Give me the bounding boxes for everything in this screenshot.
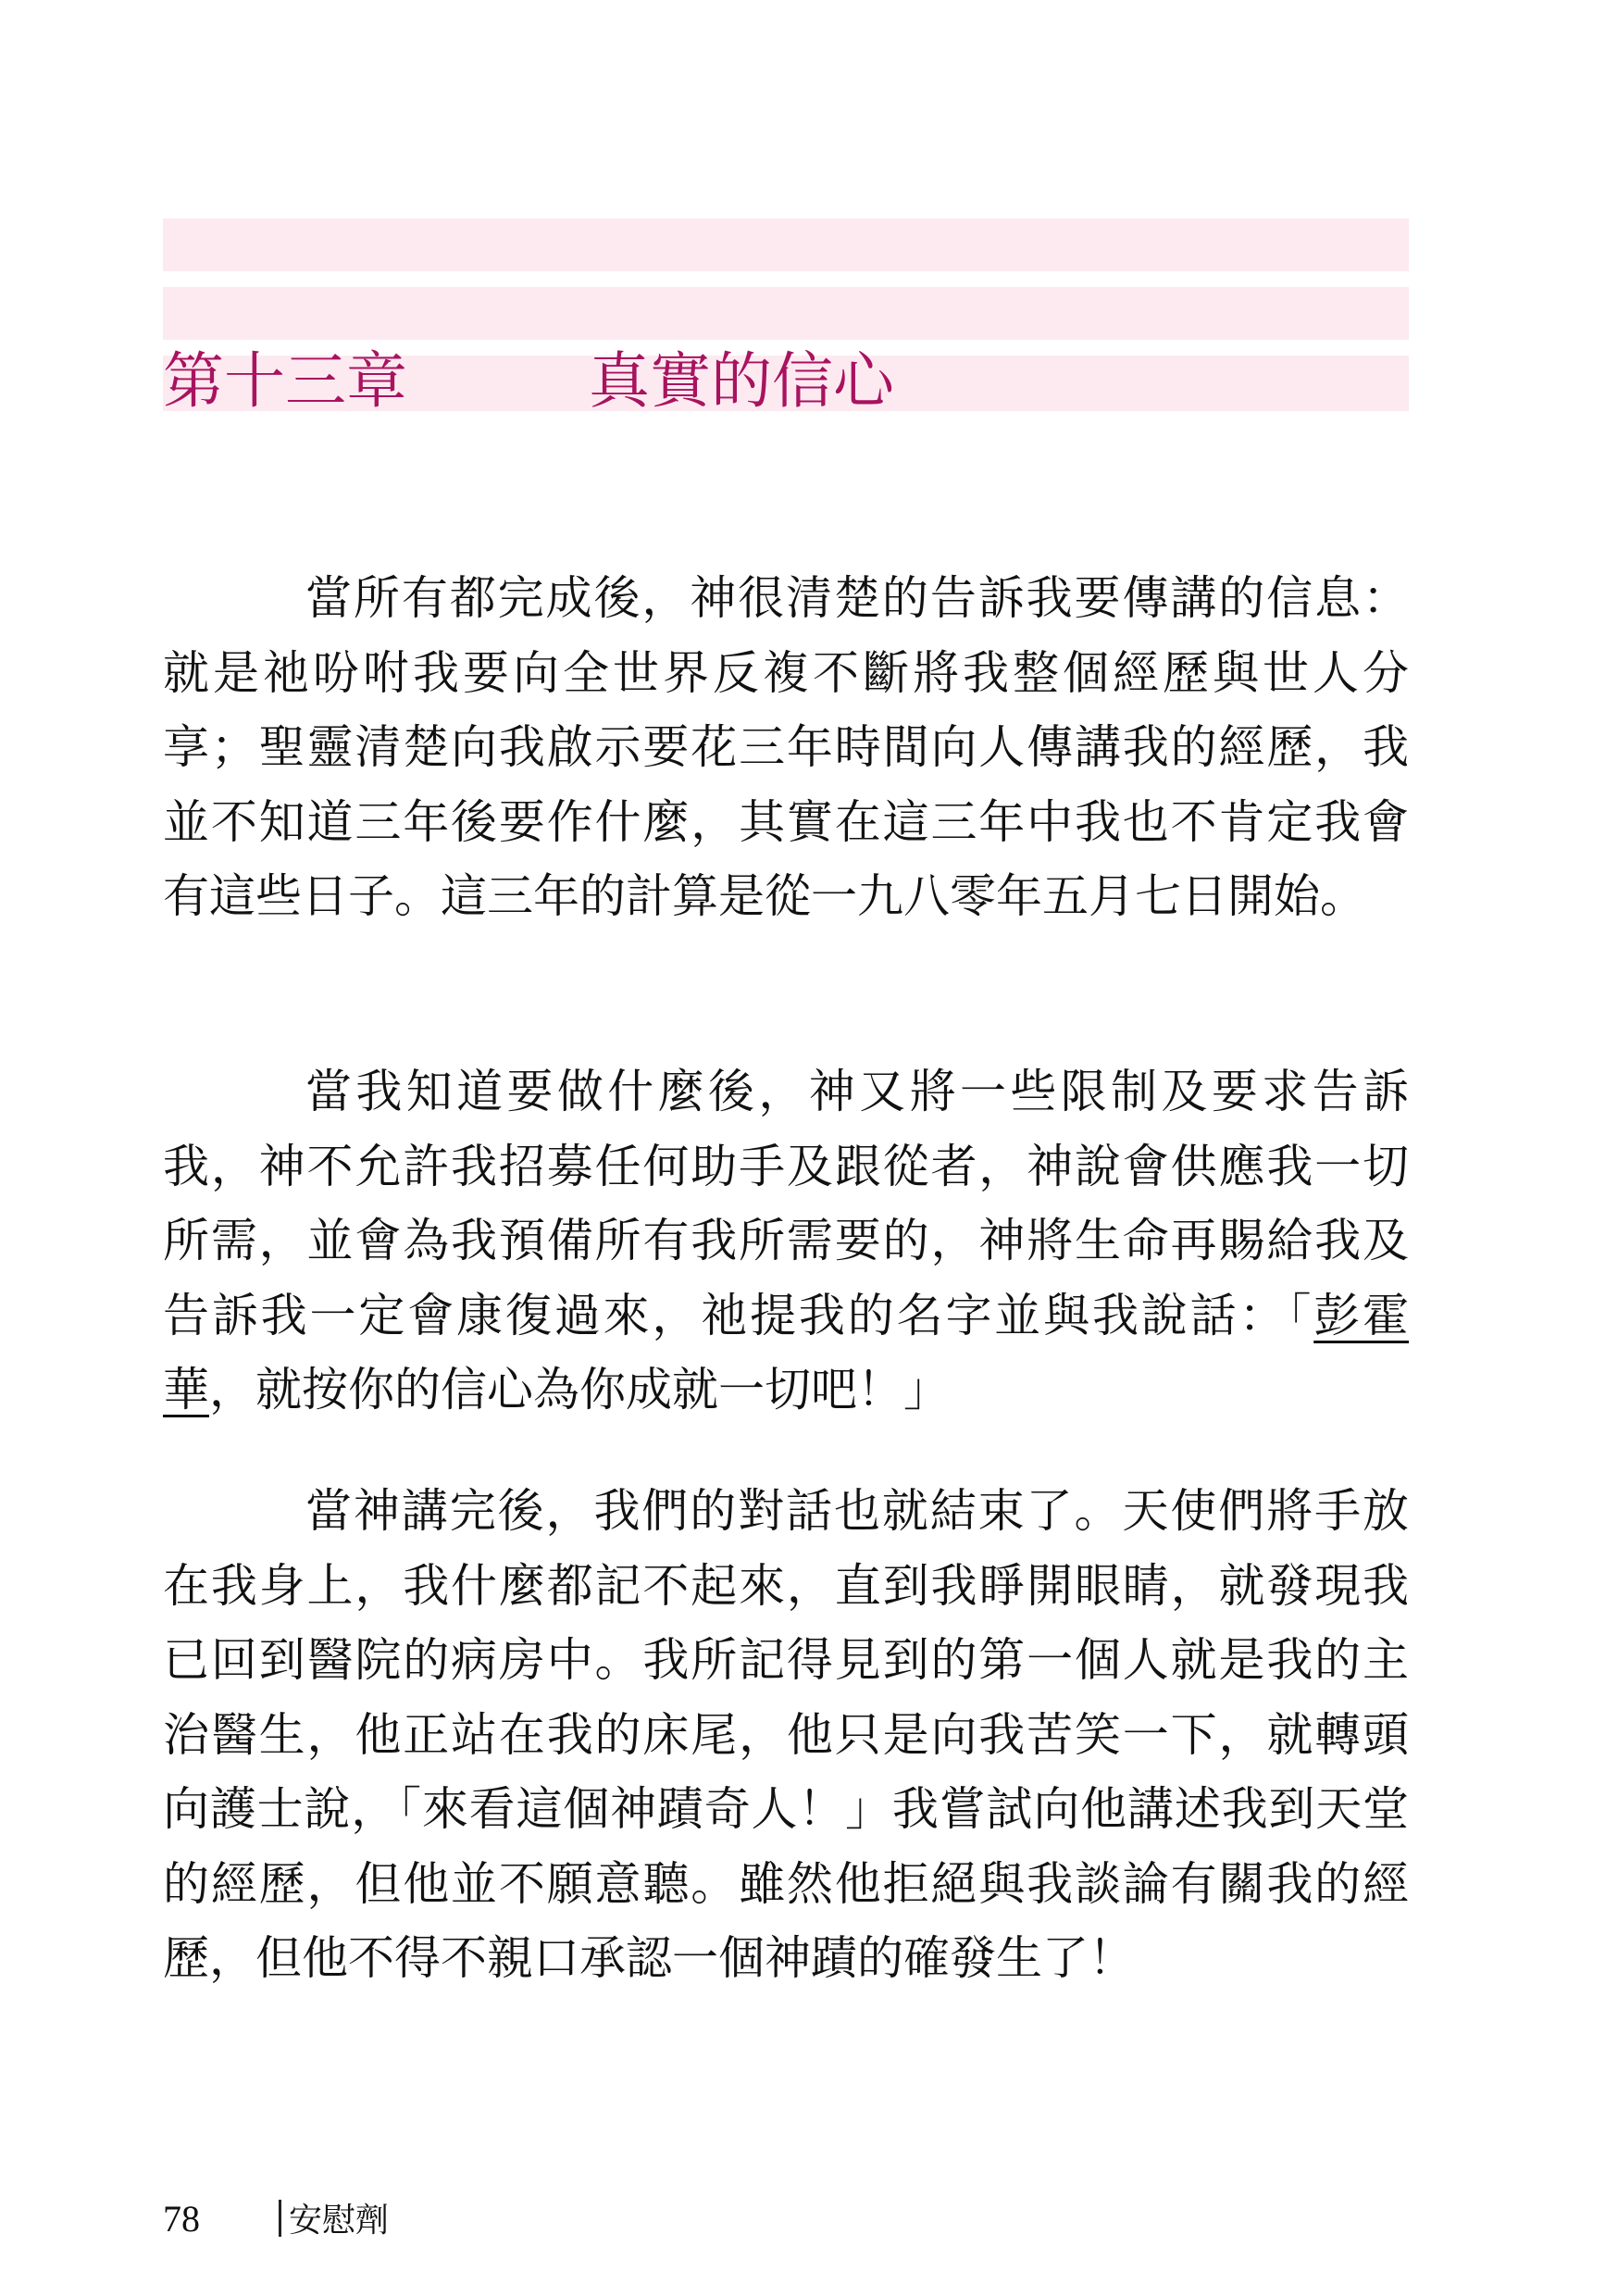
chapter-heading <box>163 344 894 418</box>
paragraph-2-text-before: 當我知道要做什麼後，神又將一些限制及要求告訴我，神不允許我招募任何助手及跟從者，神說會供應我一切所需，並會為我預備所有我所需要的，神將生命再賜給我及告訴我一定會康復過來，祂提我的名字並與我說話：「 <box>163 1065 1409 1342</box>
title-band-middle <box>163 287 1409 340</box>
paragraph-3: 當神講完後，我們的對話也就結束了。天使們將手放在我身上，我什麼都記不起來，直到我睜開眼睛，就發現我已回到醫院的病房中。我所記得見到的第一個人就是我的主治醫生，他正站在我的床尾，他只是向我苦笑一下，就轉頭向護士說，「來看這個神蹟奇人！」我嘗試向他講述我到天堂的經歷，但他並不願意聽。雖然他拒絕與我談論有關我的經歷，但他不得不親口承認一個神蹟的確發生了！ <box>163 1484 1409 1985</box>
footer-divider <box>279 2200 281 2237</box>
title-band-top <box>163 218 1409 271</box>
page-number: 78 <box>163 2198 200 2240</box>
chapter-number: 第十三章 <box>163 345 407 417</box>
paragraph-2-text-after: ，就按你的信心為你成就一切吧！」 <box>209 1363 950 1416</box>
underlined-name: 彭霍華 <box>163 1288 1410 1416</box>
paragraph-1: 當所有都完成後，神很清楚的告訴我要傳講的信息：就是祂吩咐我要向全世界反複不斷將我整個經歷與世人分享；聖靈清楚向我啟示要花三年時間向人傳講我的經歷，我並不知道三年後要作什麼，其實在這三年中我也不肯定我會有這些日子。這三年的計算是從一九八零年五月七日開始。 <box>163 571 1409 923</box>
book-title: 安慰劑 <box>289 2202 390 2240</box>
chapter-title: 真實的信心 <box>589 345 894 417</box>
page-footer <box>163 2196 389 2242</box>
paragraph-2 <box>163 1054 1409 1428</box>
